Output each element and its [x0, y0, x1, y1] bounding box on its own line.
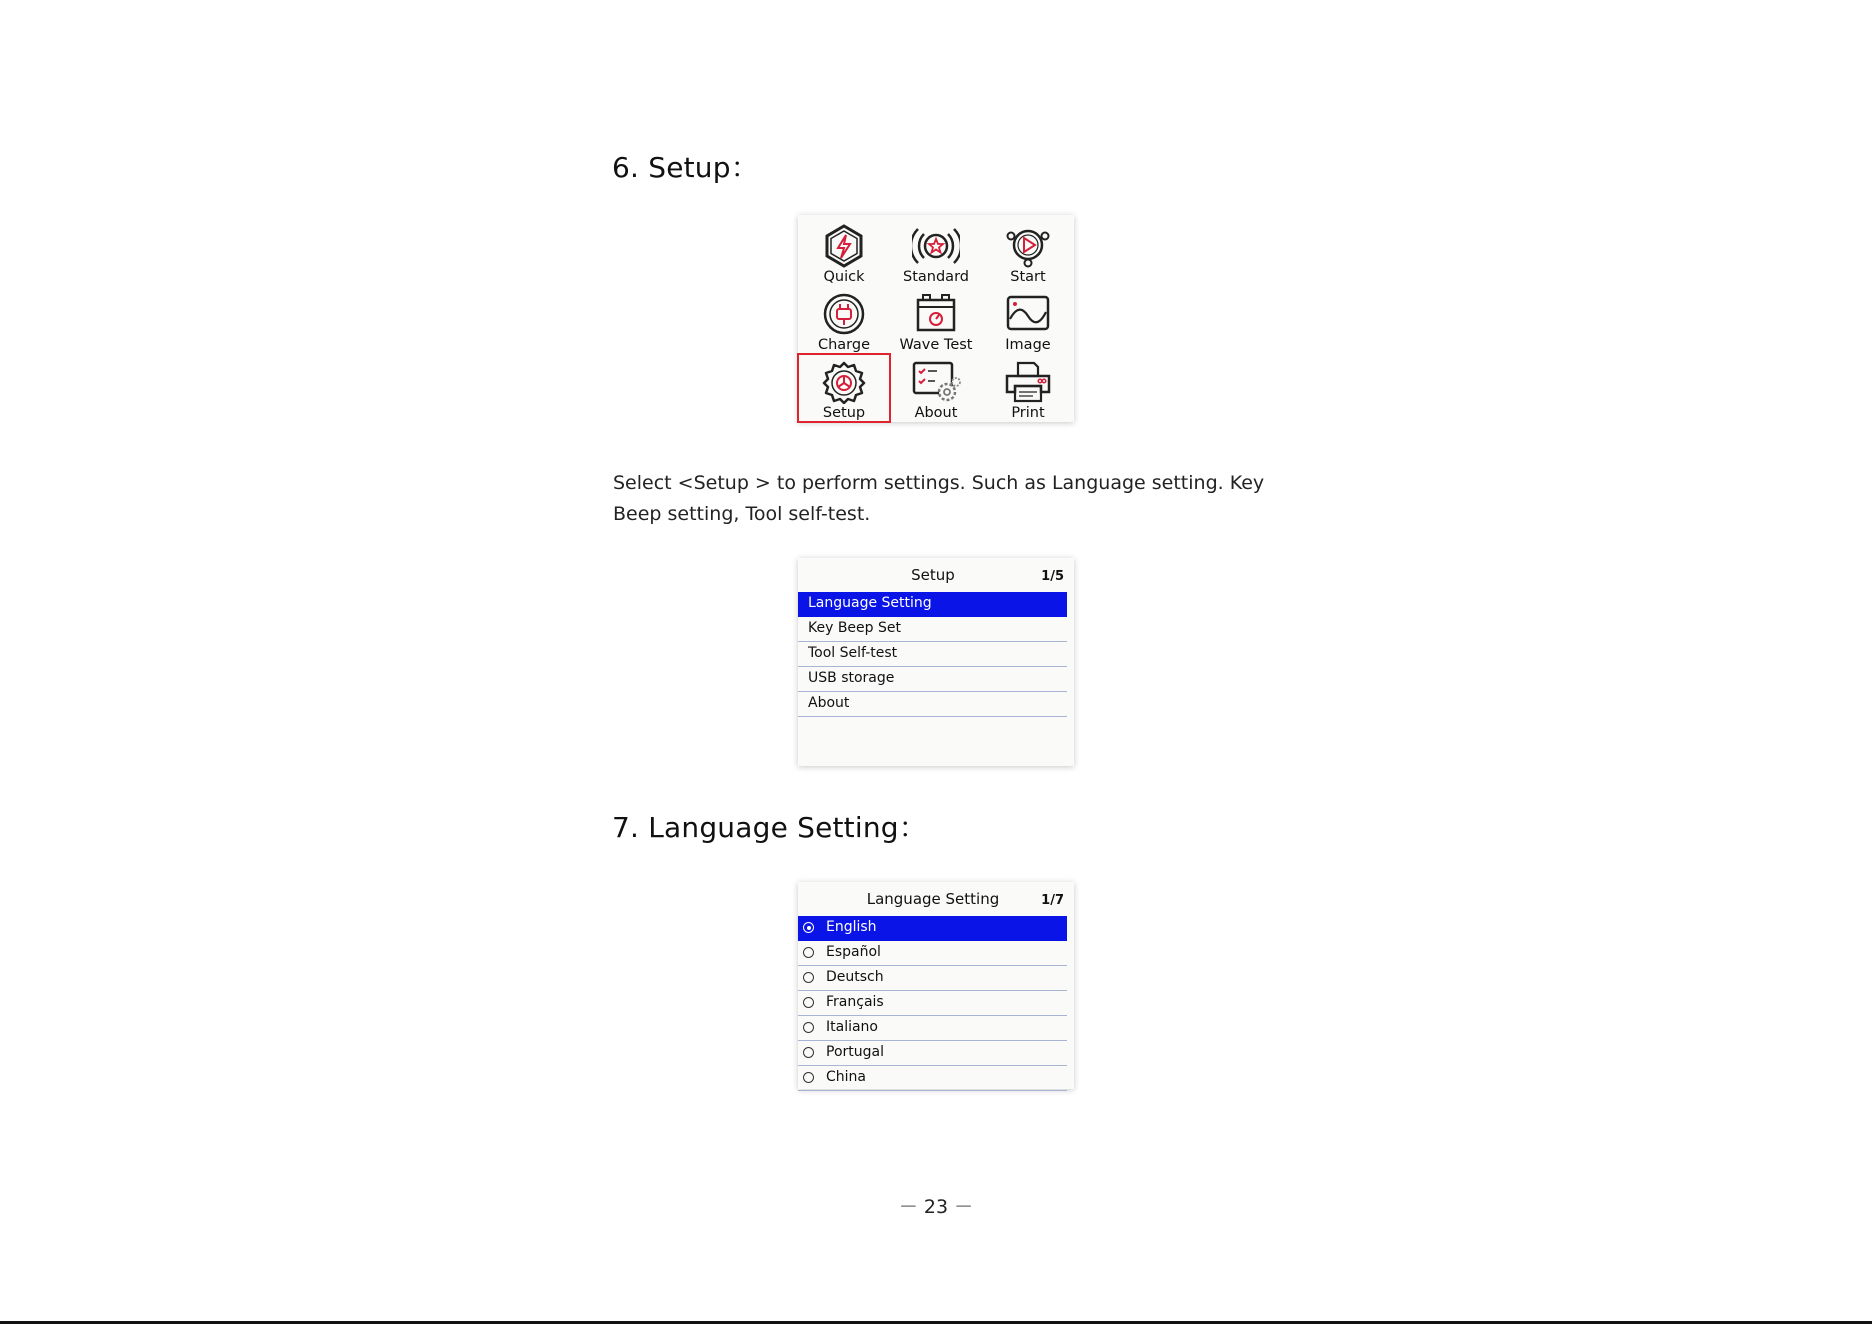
language-option[interactable]	[798, 966, 1067, 991]
language-label: Deutsch	[826, 969, 884, 985]
setup-item-tool-self-test[interactable]: Tool Self-test	[798, 642, 1067, 667]
radio-icon	[803, 1072, 814, 1083]
setup-item-usb-storage[interactable]: USB storage	[798, 667, 1067, 692]
gear-icon	[821, 360, 867, 404]
page-indicator: 1/7	[1041, 893, 1064, 908]
language-label: Français	[826, 994, 884, 1010]
section-7-heading: 7. Language Setting：	[612, 811, 927, 844]
menu-item-setup[interactable]	[798, 354, 890, 422]
setup-description: Select <Setup > to perform settings. Such as Language setting. Key Beep setting, Tool self-test.	[613, 472, 1265, 525]
language-label: Italiano	[826, 1019, 878, 1035]
main-menu-screen	[798, 215, 1074, 422]
setup-list	[798, 592, 1067, 717]
language-label: Español	[826, 944, 881, 960]
plug-circle-icon	[821, 292, 867, 336]
language-option[interactable]	[798, 991, 1067, 1016]
menu-item-print[interactable]	[982, 354, 1074, 422]
page-number: － 23 －	[898, 1196, 974, 1218]
screen-title: Setup	[911, 566, 955, 584]
setup-item-key-beep-set[interactable]: Key Beep Set	[798, 617, 1067, 642]
menu-item-image[interactable]	[982, 286, 1074, 354]
menu-item-label: Image	[1005, 337, 1051, 353]
language-setting-screen	[798, 882, 1074, 1089]
menu-item-standard[interactable]	[890, 218, 982, 286]
printer-icon	[1004, 360, 1052, 404]
battery-gauge-icon	[913, 292, 959, 336]
menu-item-wave-test[interactable]	[890, 286, 982, 354]
language-label: English	[826, 919, 877, 935]
radio-selected-icon	[803, 922, 814, 933]
lightning-hexagon-icon	[822, 224, 866, 268]
menu-item-label: Charge	[817, 337, 871, 353]
menu-item-start[interactable]	[982, 218, 1074, 286]
language-option[interactable]	[798, 941, 1067, 966]
language-option[interactable]	[798, 916, 1067, 941]
checklist-gear-icon	[911, 360, 961, 404]
radio-icon	[803, 1047, 814, 1058]
language-option[interactable]	[798, 1016, 1067, 1041]
language-label: Portugal	[826, 1044, 884, 1060]
menu-item-label: Standard	[903, 269, 969, 285]
radio-icon	[803, 1022, 814, 1033]
radio-icon	[803, 947, 814, 958]
menu-item-charge[interactable]	[798, 286, 890, 354]
setup-screen	[798, 558, 1074, 766]
radio-icon	[803, 997, 814, 1008]
section-6-heading: 6. Setup：	[612, 151, 759, 184]
menu-item-about[interactable]	[890, 354, 982, 422]
menu-item-label: Print	[1011, 405, 1045, 421]
language-list	[798, 916, 1067, 1091]
menu-item-quick[interactable]	[798, 218, 890, 286]
menu-item-label: Quick	[823, 269, 865, 285]
page-indicator: 1/5	[1041, 569, 1064, 584]
menu-item-label: Setup	[822, 405, 866, 421]
screen-title: Language Setting	[866, 890, 1000, 908]
setup-item-language-setting[interactable]: Language Setting	[798, 592, 1067, 617]
play-circle-icon	[1005, 224, 1051, 268]
menu-item-label: About	[914, 405, 958, 421]
language-label: China	[826, 1069, 866, 1085]
language-option[interactable]	[798, 1041, 1067, 1066]
waveform-image-icon	[1005, 292, 1051, 336]
menu-item-label: Start	[1010, 269, 1046, 285]
menu-item-label: Wave Test	[899, 337, 973, 353]
setup-item-about[interactable]: About	[798, 692, 1067, 717]
radio-icon	[803, 972, 814, 983]
star-signal-icon	[912, 224, 960, 268]
language-option[interactable]	[798, 1066, 1067, 1091]
